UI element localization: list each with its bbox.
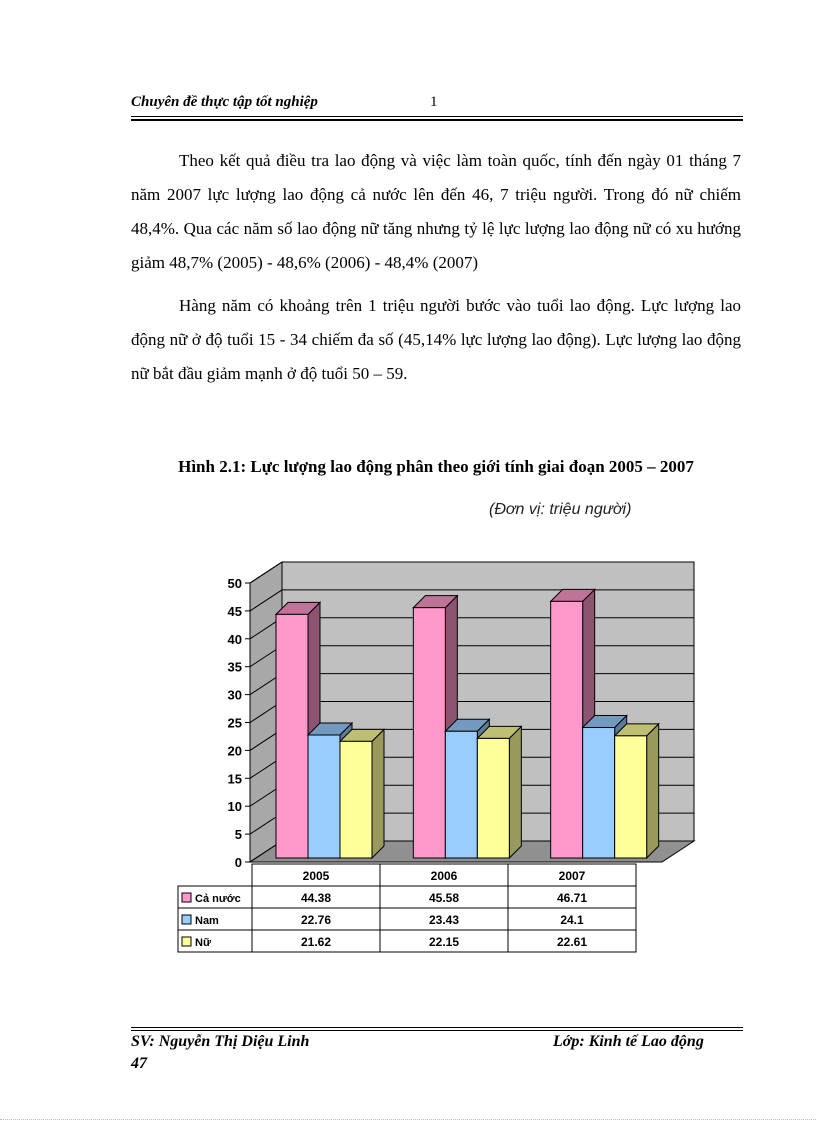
bar-2006-1 (445, 731, 477, 858)
page-bottom-edge (0, 1119, 816, 1120)
paragraph-2: Hàng năm có khoảng trên 1 triệu người bước vào tuổi lao động. Lực lượng lao động nữ ở độ tuổi 15 - 34 chiếm đa số (45,14% lực lượng lao động). Lực lượng lao động nữ bắt đầu giảm mạnh ở độ tuổi 50 – 59. (131, 296, 741, 383)
footer-page-number: 47 (131, 1055, 147, 1072)
y-tick-label: 45 (227, 603, 242, 619)
y-tick-label: 50 (227, 576, 242, 591)
x-tick-label: 2006 (430, 869, 458, 883)
y-tick-label: 25 (227, 715, 242, 731)
bar-2007-2 (615, 736, 647, 858)
legend-key (182, 893, 191, 902)
data-label: 22.76 (300, 913, 332, 927)
figure-unit: (Đơn vị: triệu người) (489, 501, 632, 518)
header-title: Chuyên đề thực tập tốt nghiệp (131, 94, 318, 110)
footer-rule (131, 1030, 743, 1031)
figure-title: Hình 2.1: Lực lượng lao động phân theo giới tính giai đoạn 2005 – 2007 (178, 457, 694, 476)
y-tick-label: 40 (227, 631, 242, 647)
data-label: 46.71 (556, 891, 588, 905)
footer-class: Lớp: Kinh tế Lao động (553, 1033, 704, 1050)
data-label: 44.38 (300, 891, 332, 905)
data-label: 45.58 (428, 891, 460, 905)
bar-2006-2 (477, 738, 509, 858)
y-tick-label: 0 (234, 855, 242, 870)
data-label: 23.43 (428, 913, 460, 927)
y-tick-label: 30 (227, 687, 242, 703)
bar-2007-0 (551, 601, 583, 858)
x-tick-label: 2007 (558, 869, 586, 883)
header-page-number: 1 (430, 94, 438, 110)
data-label: 22.61 (556, 935, 588, 949)
legend-key (182, 937, 191, 946)
bar-2006-0 (413, 608, 445, 858)
y-tick-label: 15 (227, 771, 242, 787)
bar-2005-1 (308, 735, 340, 858)
paragraph-1: Theo kết quả điều tra lao động và việc làm toàn quốc, tính đến ngày 01 tháng 7 năm 2007 lực lượng lao động cả nước lên đến 46, 7 triệu người. Trong đó nữ chiếm 48,4%. Qua các năm số lao động nữ tăng nhưng tỷ lệ lực lượng lao động nữ có xu hướng giảm 48,7% (2005) - 48,6% (2006) - 48,4% (2007) (131, 151, 741, 272)
y-tick-label: 5 (234, 827, 242, 843)
bar-2007-1 (583, 728, 615, 858)
footer-rule-thick (131, 1027, 743, 1028)
legend-label: Cả nước (195, 893, 241, 905)
y-tick-label: 10 (227, 799, 242, 815)
y-tick-label: 35 (227, 659, 242, 675)
bar-2005-side (372, 729, 384, 858)
x-tick-label: 2005 (302, 869, 330, 883)
bar-2006-side (509, 726, 521, 858)
data-label: 24.1 (560, 913, 584, 927)
data-label: 21.62 (300, 935, 332, 949)
data-label: 22.15 (428, 935, 460, 949)
legend-label: Nam (195, 915, 219, 927)
bar-2005-2 (340, 741, 372, 858)
bar-2005-0 (276, 614, 308, 858)
footer-author: SV: Nguyễn Thị Diệu Linh (131, 1033, 310, 1050)
legend-key (182, 915, 191, 924)
y-tick-label: 20 (227, 743, 242, 759)
legend-label: Nữ (195, 937, 211, 949)
bar-2007-side (647, 724, 659, 858)
